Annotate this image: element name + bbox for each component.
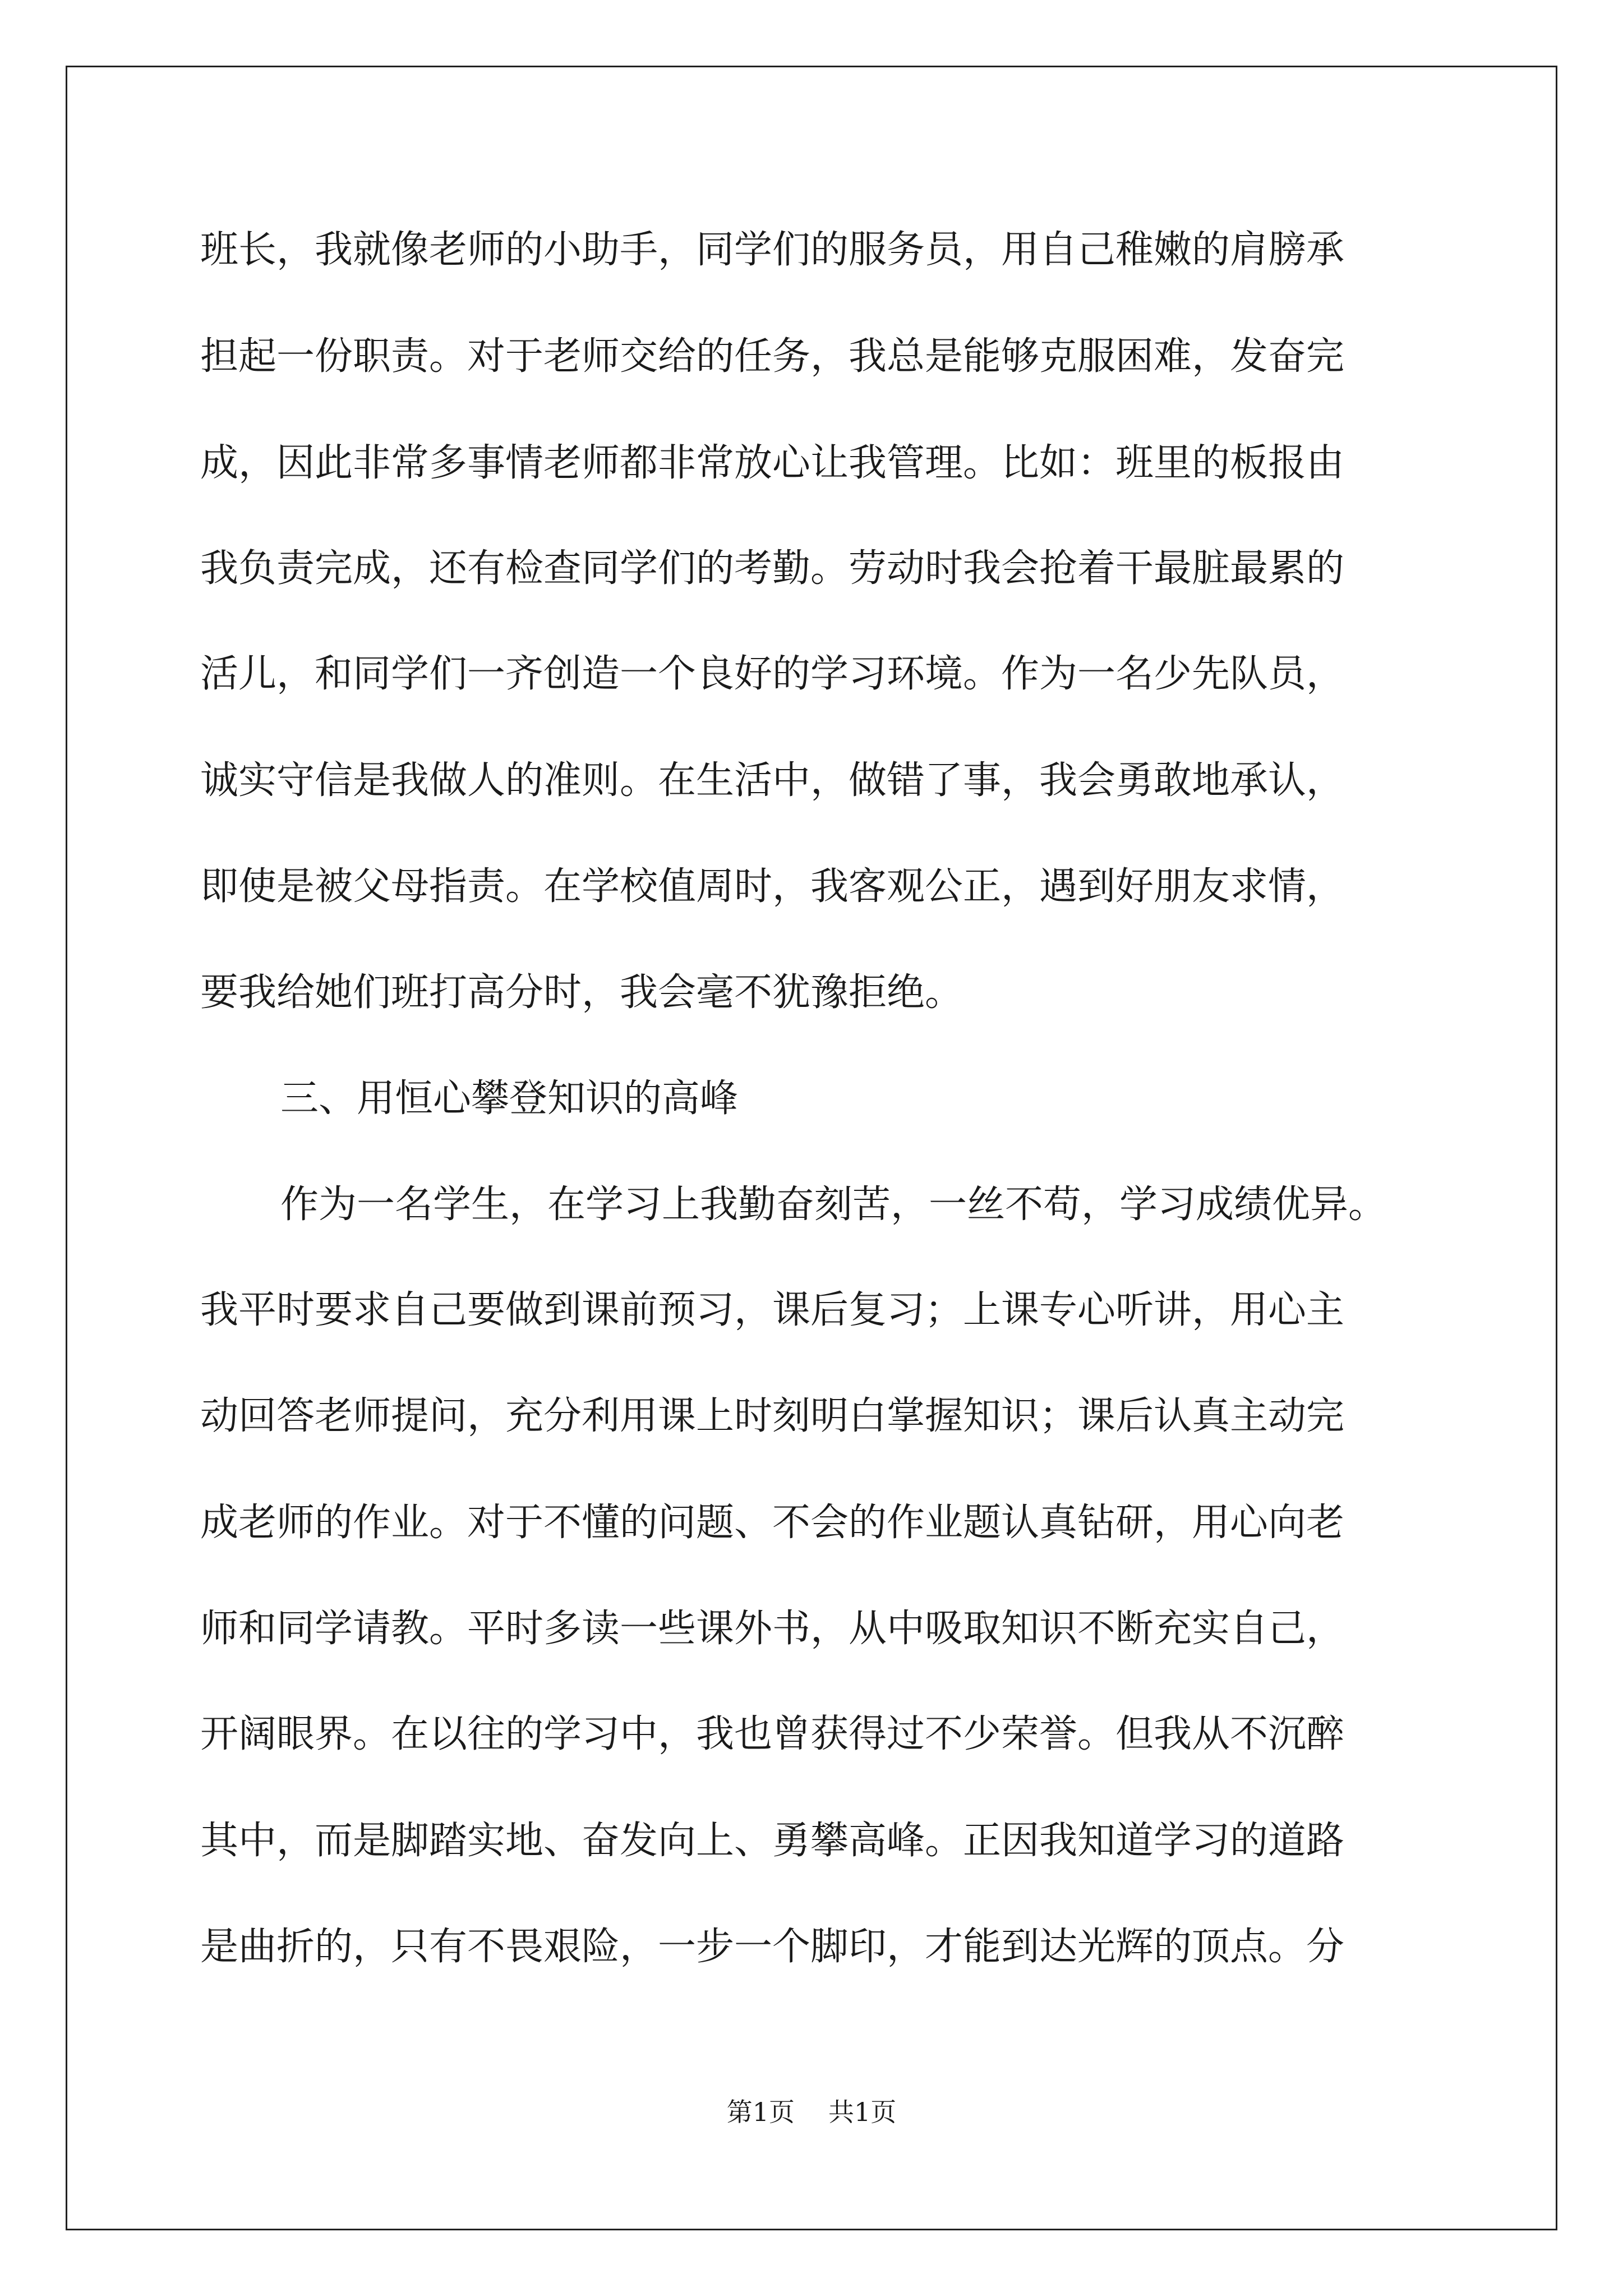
paragraph-line: 要我给她们班打高分时，我会毫不犹豫拒绝。 — [200, 970, 963, 1015]
paragraph-line: 诚实守信是我做人的准则。在生活中，做错了事，我会勇敢地承认， — [200, 758, 1345, 803]
paragraph-line: 担起一份职责。对于老师交给的任务，我总是能够克服困难，发奋完 — [200, 334, 1345, 379]
paragraph-line: 成，因此非常多事情老师都非常放心让我管理。比如：班里的板报由 — [200, 441, 1345, 485]
page-footer — [0, 2095, 1623, 2129]
paragraph-line: 成老师的作业。对于不懂的问题、不会的作业题认真钻研，用心向老 — [200, 1501, 1345, 1545]
page-number: 第1页 — [726, 2097, 795, 2127]
paragraph-line: 开阔眼界。在以往的学习中，我也曾获得过不少荣誉。但我从不沉醉 — [200, 1712, 1345, 1756]
page-total: 共1页 — [828, 2097, 897, 2127]
paragraph-line: 我平时要求自己要做到课前预习，课后复习；上课专心听讲，用心主 — [200, 1288, 1345, 1332]
section-heading: 三、用恒心攀登知识的高峰 — [280, 1076, 739, 1121]
paragraph-line: 是曲折的，只有不畏艰险，一步一个脚印，才能到达光辉的顶点。分 — [200, 1925, 1345, 1969]
paragraph-line: 即使是被父母指责。在学校值周时，我客观公正，遇到好朋友求情， — [200, 864, 1345, 909]
paragraph-line: 活儿，和同学们一齐创造一个良好的学习环境。作为一名少先队员， — [200, 652, 1345, 696]
paragraph-line: 师和同学请教。平时多读一些课外书，从中吸取知识不断充实自己， — [200, 1607, 1345, 1651]
paragraph-line: 动回答老师提问，充分利用课上时刻明白掌握知识；课后认真主动完 — [200, 1394, 1345, 1438]
paragraph-line: 其中，而是脚踏实地、奋发向上、勇攀高峰。正因我知道学习的道路 — [200, 1819, 1345, 1863]
paragraph-line: 我负责完成，还有检查同学们的考勤。劳动时我会抢着干最脏最累的 — [200, 546, 1345, 591]
paragraph-line: 班长，我就像老师的小助手，同学们的服务员，用自己稚嫩的肩膀承 — [200, 228, 1345, 272]
page-border — [66, 66, 1557, 2230]
paragraph-line: 作为一名学生，在学习上我勤奋刻苦，一丝不苟，学习成绩优异。 — [280, 1182, 1387, 1227]
